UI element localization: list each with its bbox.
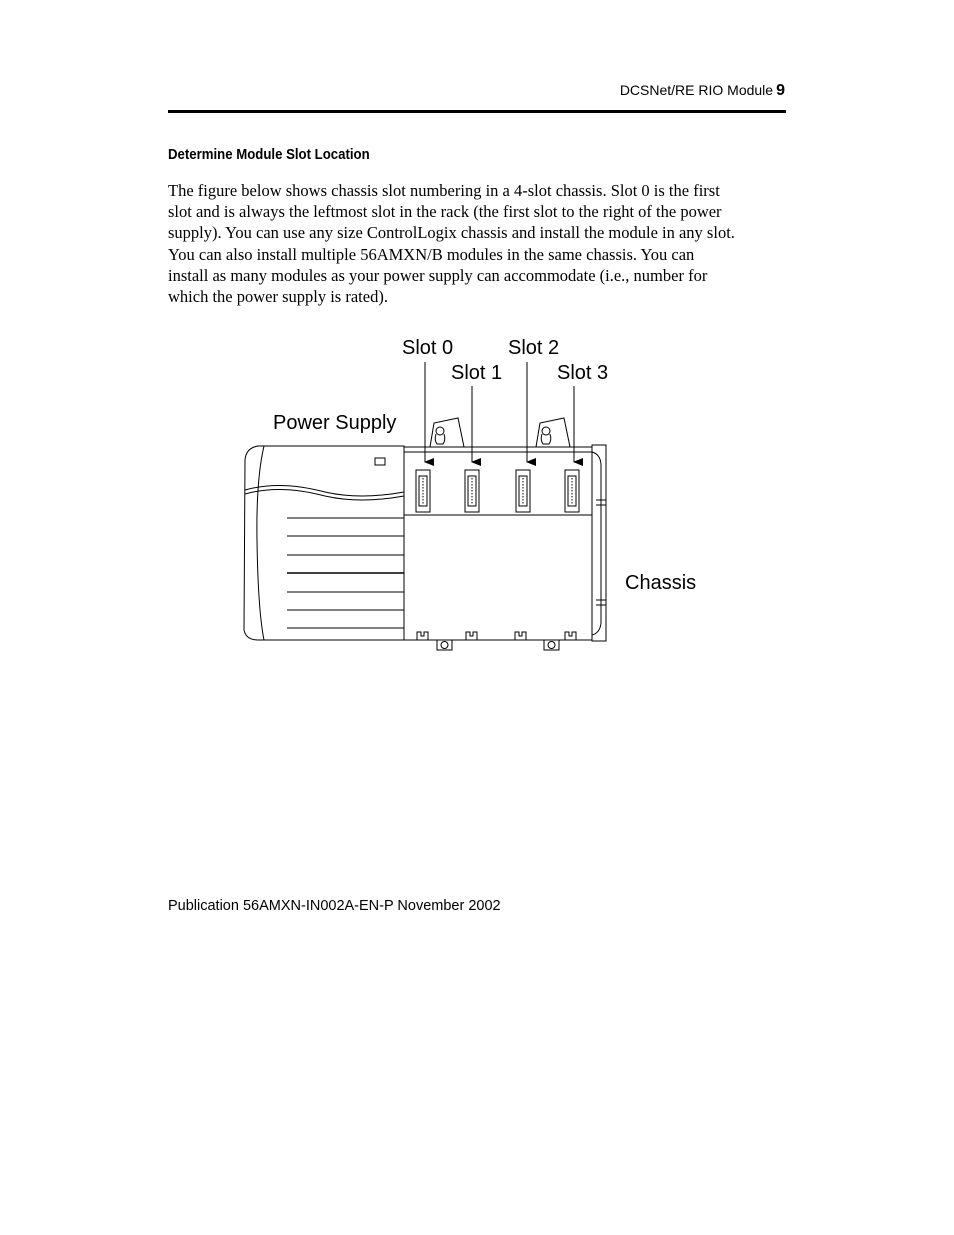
page-header xyxy=(168,82,785,108)
slot-3-connector xyxy=(565,470,579,512)
header-title: DCSNet/RE RIO Module xyxy=(619,82,774,98)
slot-3-label: Slot 3 xyxy=(557,362,609,384)
power-supply-shape xyxy=(244,446,404,640)
slot-2-label: Slot 2 xyxy=(508,337,560,359)
body-paragraph xyxy=(168,180,798,307)
slot-0-connector xyxy=(416,470,430,512)
publication-footer: Publication 56AMXN-IN002A-EN-P November 2002 xyxy=(168,898,501,914)
chassis-figure xyxy=(230,330,710,660)
body-line: install as many modules as your power supply can accommodate (i.e., number for xyxy=(168,265,708,285)
section-heading: Determine Module Slot Location xyxy=(168,146,370,163)
body-line: The figure below shows chassis slot numbering in a 4-slot chassis. Slot 0 is the first xyxy=(168,181,720,200)
power-supply-label: Power Supply xyxy=(273,412,397,434)
page-number: 9 xyxy=(776,82,785,99)
chassis-label: Chassis xyxy=(625,572,697,594)
body-line: slot and is always the leftmost slot in the rack (the first slot to the right of the power xyxy=(168,202,722,222)
chassis-diagram xyxy=(230,330,710,660)
slot-2-connector xyxy=(516,470,530,512)
chassis-shape xyxy=(404,418,606,650)
body-line: which the power supply is rated). xyxy=(168,287,388,307)
slot-1-label: Slot 1 xyxy=(451,362,503,384)
body-line: supply). You can use any size ControlLogix chassis and install the module in any slot. xyxy=(168,223,735,243)
slot-0-label: Slot 0 xyxy=(402,337,454,359)
header-rule xyxy=(168,110,786,113)
body-line: You can also install multiple 56AMXN/B modules in the same chassis. You can xyxy=(168,244,695,264)
slot-1-connector xyxy=(465,470,479,512)
